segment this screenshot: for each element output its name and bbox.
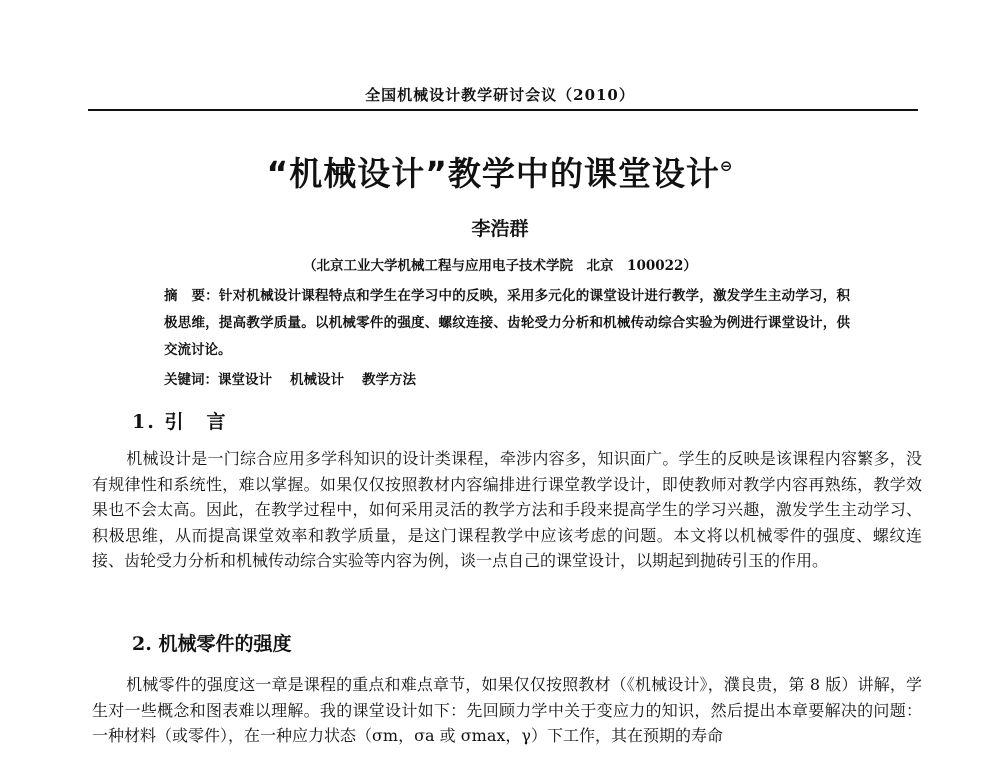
section-paragraph-strength — [92, 672, 922, 749]
abstract — [164, 283, 850, 364]
header-rule — [88, 109, 918, 111]
title-footnote-mark: ⊖ — [719, 157, 734, 175]
paper-title — [0, 148, 1000, 195]
keyword-item: 机械设计 — [290, 372, 344, 388]
abstract-text: 针对机械设计课程特点和学生在学习中的反映，采用多元化的课堂设计进行教学，激发学生主动学习，积极思维，提高教学质量。以机械零件的强度、螺纹连接、齿轮受力分析和机械传动综合实验为例进行课堂设计，供交流讨论。 — [164, 288, 851, 358]
section-heading-introduction: 1. 引 言 — [132, 411, 228, 433]
paragraph-text: 机械设计是一门综合应用多学科知识的设计类课程，牵涉内容多，知识面广。学生的反映是该课程内容繁多，没有规律性和系统性，难以掌握。如果仅仅按照教材内容编排进行课堂教学设计，即使教师对教学内容再熟练，教学效果也不会太高。因此，在教学过程中，如何采用灵活的教学方法和手段来提高学生的学习兴趣，激发学生主动学习、积极思维，从而提高课堂效率和教学质量，是这门课程教学中应该考虑的问题。本文将以机械零件的强度、螺纹连接、齿轮受力分析和机械传动综合实验等内容为例，谈一点自己的课堂设计，以期起到抛砖引玉的作用。 — [92, 449, 922, 570]
running-head: 全国机械设计教学研讨会议（2010） — [365, 86, 635, 104]
keywords — [164, 368, 850, 388]
keyword-item: 课堂设计 — [218, 372, 272, 388]
paragraph-text: 机械零件的强度这一章是课程的重点和难点章节，如果仅仅按照教材（《机械设计》，濮良贵，第 8 版）讲解，学生对一些概念和图表难以理解。我的课堂设计如下：先回顾力学中关于变应力的知识，然后提出本章要解决的问题：一种材料（或零件），在一种应力状态（σm，σa 或 σmax，γ）下工作，其在预期的寿命 — [92, 675, 922, 745]
author: 李浩群 — [471, 218, 529, 240]
section-heading-strength: 2. 机械零件的强度 — [132, 633, 292, 655]
title-text: “机械设计”教学中的课堂设计 — [266, 154, 720, 193]
keyword-item: 教学方法 — [362, 372, 416, 388]
affiliation: （北京工业大学机械工程与应用电子技术学院 北京 100022） — [303, 258, 697, 274]
section-paragraph-introduction — [92, 446, 922, 574]
abstract-label: 摘 要： — [164, 288, 219, 304]
keywords-label: 关键词： — [164, 372, 218, 388]
